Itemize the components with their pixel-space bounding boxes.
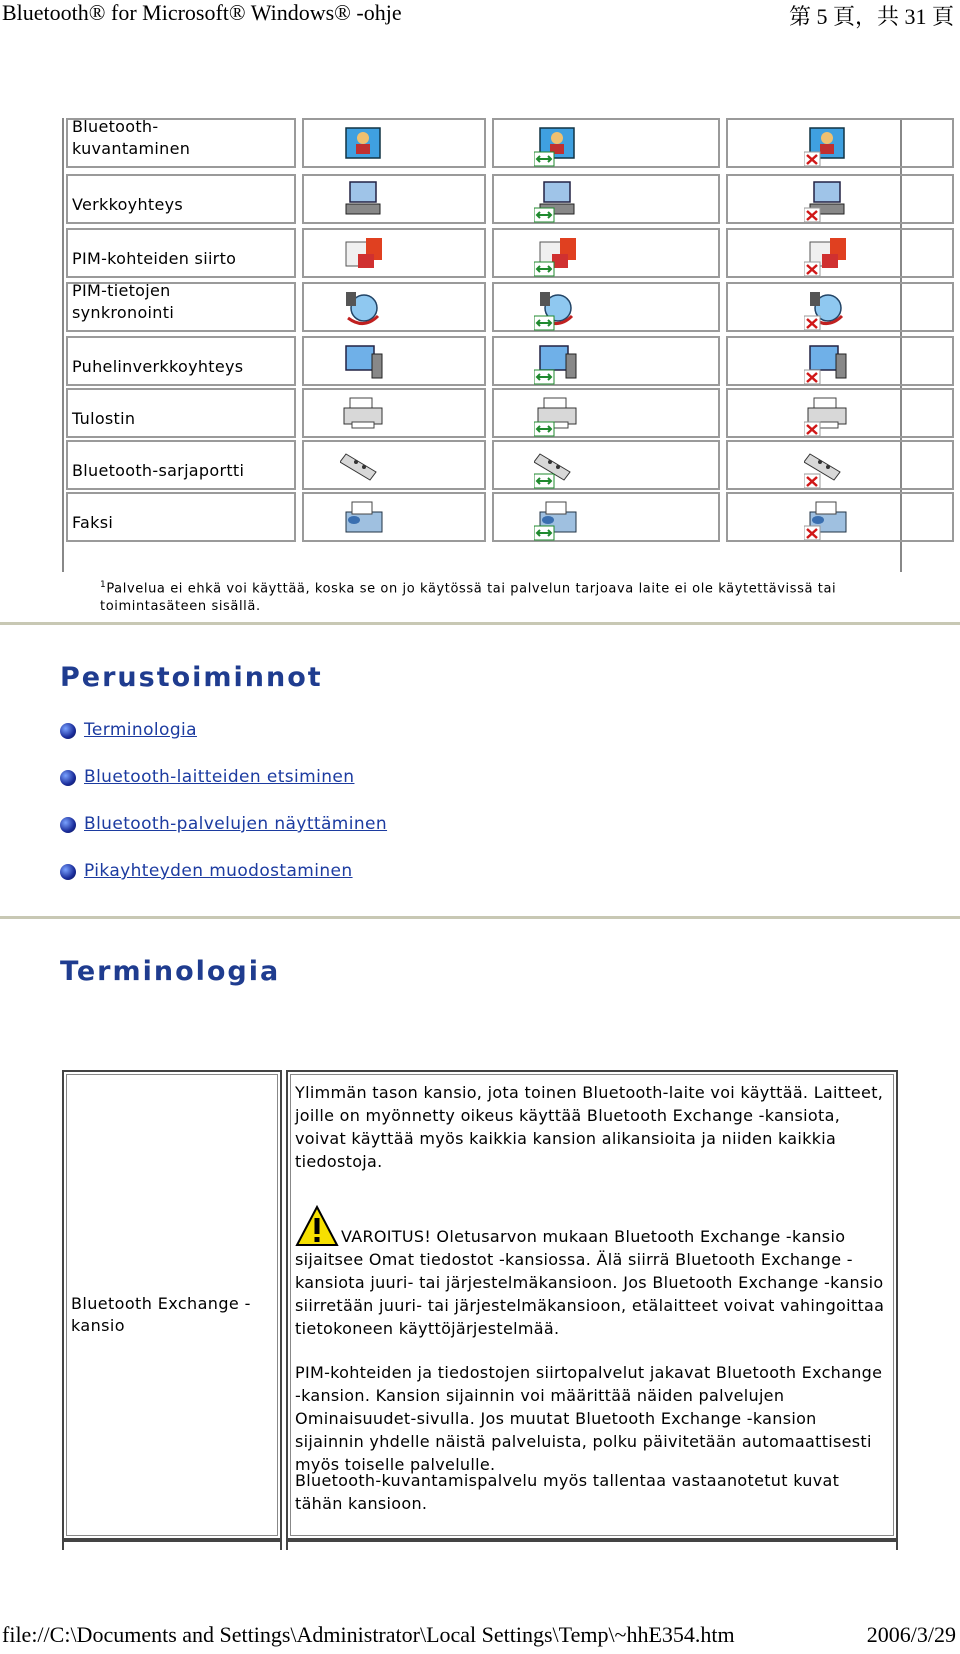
pim-sync-icon: [534, 286, 588, 332]
definition-paragraph: Bluetooth-kuvantamispalvelu myös tallentaa vastaanotetut kuvat tähän kansioon.: [295, 1471, 840, 1513]
header-page-number: 第 5 頁，共 31 頁: [788, 4, 954, 29]
link-quick-connect[interactable]: Pikayhteyden muodostaminen: [84, 861, 353, 881]
warning-paragraph: VAROITUS! Oletusarvon mukaan Bluetooth Exchange -kansio sijaitsee Omat tiedostot -kansiossa. Älä siirrä Bluetooth Exchange -kansiota juuri- tai järjestelmäkansioon. Jos Bluetooth Exchange -kansio siirretään juuri- tai järjestelmäkansioon, etälaitteet voivat vahingoittaa tietokoneen käyttöjärjestelmää.: [295, 1227, 885, 1338]
pim-sync-icon: [804, 286, 858, 332]
link-show-services[interactable]: Bluetooth-palvelujen näyttäminen: [84, 814, 388, 834]
serial-port-icon: [340, 444, 394, 490]
pim-transfer-icon: [534, 232, 588, 278]
service-label-cell: [66, 492, 296, 542]
bullet-icon: [60, 770, 76, 786]
service-icon-cell: [492, 440, 720, 490]
pim-sync-icon: [340, 286, 394, 332]
footnote-marker: 1: [100, 580, 107, 590]
service-label: Puhelinverkkoyhteys: [72, 357, 244, 376]
fax-icon: [804, 496, 858, 542]
printer-icon: [534, 392, 588, 438]
network-icon: [534, 178, 588, 224]
service-label: Bluetooth- kuvantaminen: [72, 117, 191, 158]
service-icon-cell: [492, 388, 720, 438]
imaging-icon: [340, 122, 394, 168]
service-icon-cell: [726, 174, 954, 224]
service-label: Faksi: [72, 513, 114, 532]
term-cell-inner: [66, 1074, 278, 1536]
service-icon-cell: [492, 174, 720, 224]
service-icon-cell: [492, 492, 720, 542]
link-terminology[interactable]: Terminologia: [84, 720, 197, 740]
service-icon-cell: [726, 388, 954, 438]
service-label: Bluetooth-sarjaportti: [72, 461, 245, 480]
fax-icon: [534, 496, 588, 542]
footer-date: 2006/3/29: [866, 1622, 956, 1647]
bullet-icon: [60, 817, 76, 833]
footnote: [100, 576, 880, 616]
definition-paragraph: Ylimmän tason kansio, jota toinen Bluetooth-laite voi käyttää. Laitteet, joille on myönnetty oikeus käyttää Bluetooth Exchange -kansiota, voivat käyttää myös kaikkia kansion alikansioita ja niiden kaikkia tiedostoja.: [295, 1083, 884, 1171]
network-icon: [340, 178, 394, 224]
definition-paragraph: PIM-kohteiden ja tiedostojen siirtopalvelut jakavat Bluetooth Exchange -kansion. Kansion sijainnin voi määrittää näiden palvelujen Ominaisuudet-sivulla. Jos muutat Bluetooth Exchange -kansion sijainnin yhdelle näistä palveluista, polku päivitetään automaattisesti myös toiselle palvelulle.: [295, 1363, 883, 1474]
service-label: Verkkoyhteys: [72, 195, 184, 214]
header-title: Bluetooth® for Microsoft® Windows® -ohje: [2, 0, 402, 25]
service-icon-cell: [726, 440, 954, 490]
service-label: Tulostin: [72, 409, 136, 428]
service-icon-cell: [492, 118, 720, 168]
service-label-cell: [66, 118, 296, 168]
service-icon-cell: [726, 336, 954, 386]
pim-transfer-icon: [804, 232, 858, 278]
divider: [0, 622, 960, 625]
service-icon-cell: [302, 228, 486, 278]
dialup-icon: [804, 340, 858, 386]
service-icon-cell: [302, 440, 486, 490]
service-icon-cell: [302, 388, 486, 438]
serial-port-icon: [534, 444, 588, 490]
dialup-icon: [534, 340, 588, 386]
definition-cell-inner: [290, 1074, 894, 1536]
service-icon-cell: [726, 118, 954, 168]
imaging-icon: [534, 122, 588, 168]
service-icon-cell: [492, 228, 720, 278]
network-icon: [804, 178, 858, 224]
section-heading-terminology: Terminologia: [60, 956, 281, 987]
service-icon-cell: [302, 118, 486, 168]
service-icon-cell: [726, 282, 954, 332]
service-label-cell: [66, 336, 296, 386]
service-label: PIM-tietojen synkronointi: [72, 281, 175, 322]
term-label: Bluetooth Exchange - kansio: [71, 1294, 251, 1335]
service-icon-cell: [492, 282, 720, 332]
service-label: PIM-kohteiden siirto: [72, 249, 237, 268]
service-icon-cell: [302, 492, 486, 542]
page-footer: [0, 1622, 960, 1652]
divider: [0, 916, 960, 919]
bullet-icon: [60, 723, 76, 739]
service-icon-cell: [726, 228, 954, 278]
terminology-table: [62, 1070, 898, 1540]
table-cell: [62, 1540, 282, 1550]
table-row: [62, 1540, 898, 1550]
service-label-cell: [66, 174, 296, 224]
service-icon-cell: [302, 282, 486, 332]
pim-transfer-icon: [340, 232, 394, 278]
serial-port-icon: [804, 444, 858, 490]
service-label-cell: [66, 388, 296, 438]
services-icon-table: [62, 118, 902, 572]
bullet-icon: [60, 864, 76, 880]
table-cell: [286, 1540, 898, 1550]
printer-icon: [340, 392, 394, 438]
dialup-icon: [340, 340, 394, 386]
service-label-cell: [66, 440, 296, 490]
service-icon-cell: [302, 174, 486, 224]
imaging-icon: [804, 122, 858, 168]
printer-icon: [804, 392, 858, 438]
section-heading-basics: Perustoiminnot: [60, 662, 323, 693]
definition-cell: [286, 1070, 898, 1540]
service-label-cell: [66, 228, 296, 278]
footer-file-path: file://C:\Documents and Settings\Administrator\Local Settings\Temp\~hhE354.htm: [2, 1622, 735, 1647]
service-icon-cell: [492, 336, 720, 386]
footnote-text: Palvelua ei ehkä voi käyttää, koska se on jo käytössä tai palvelun tarjoava laite ei ole käytettävissä tai toimintasäteen sisällä.: [100, 581, 837, 615]
service-icon-cell: [726, 492, 954, 542]
link-find-devices[interactable]: Bluetooth-laitteiden etsiminen: [84, 767, 355, 787]
service-icon-cell: [302, 336, 486, 386]
term-cell: [62, 1070, 282, 1540]
page-header: [0, 0, 960, 30]
fax-icon: [340, 496, 394, 542]
service-label-cell: [66, 282, 296, 332]
